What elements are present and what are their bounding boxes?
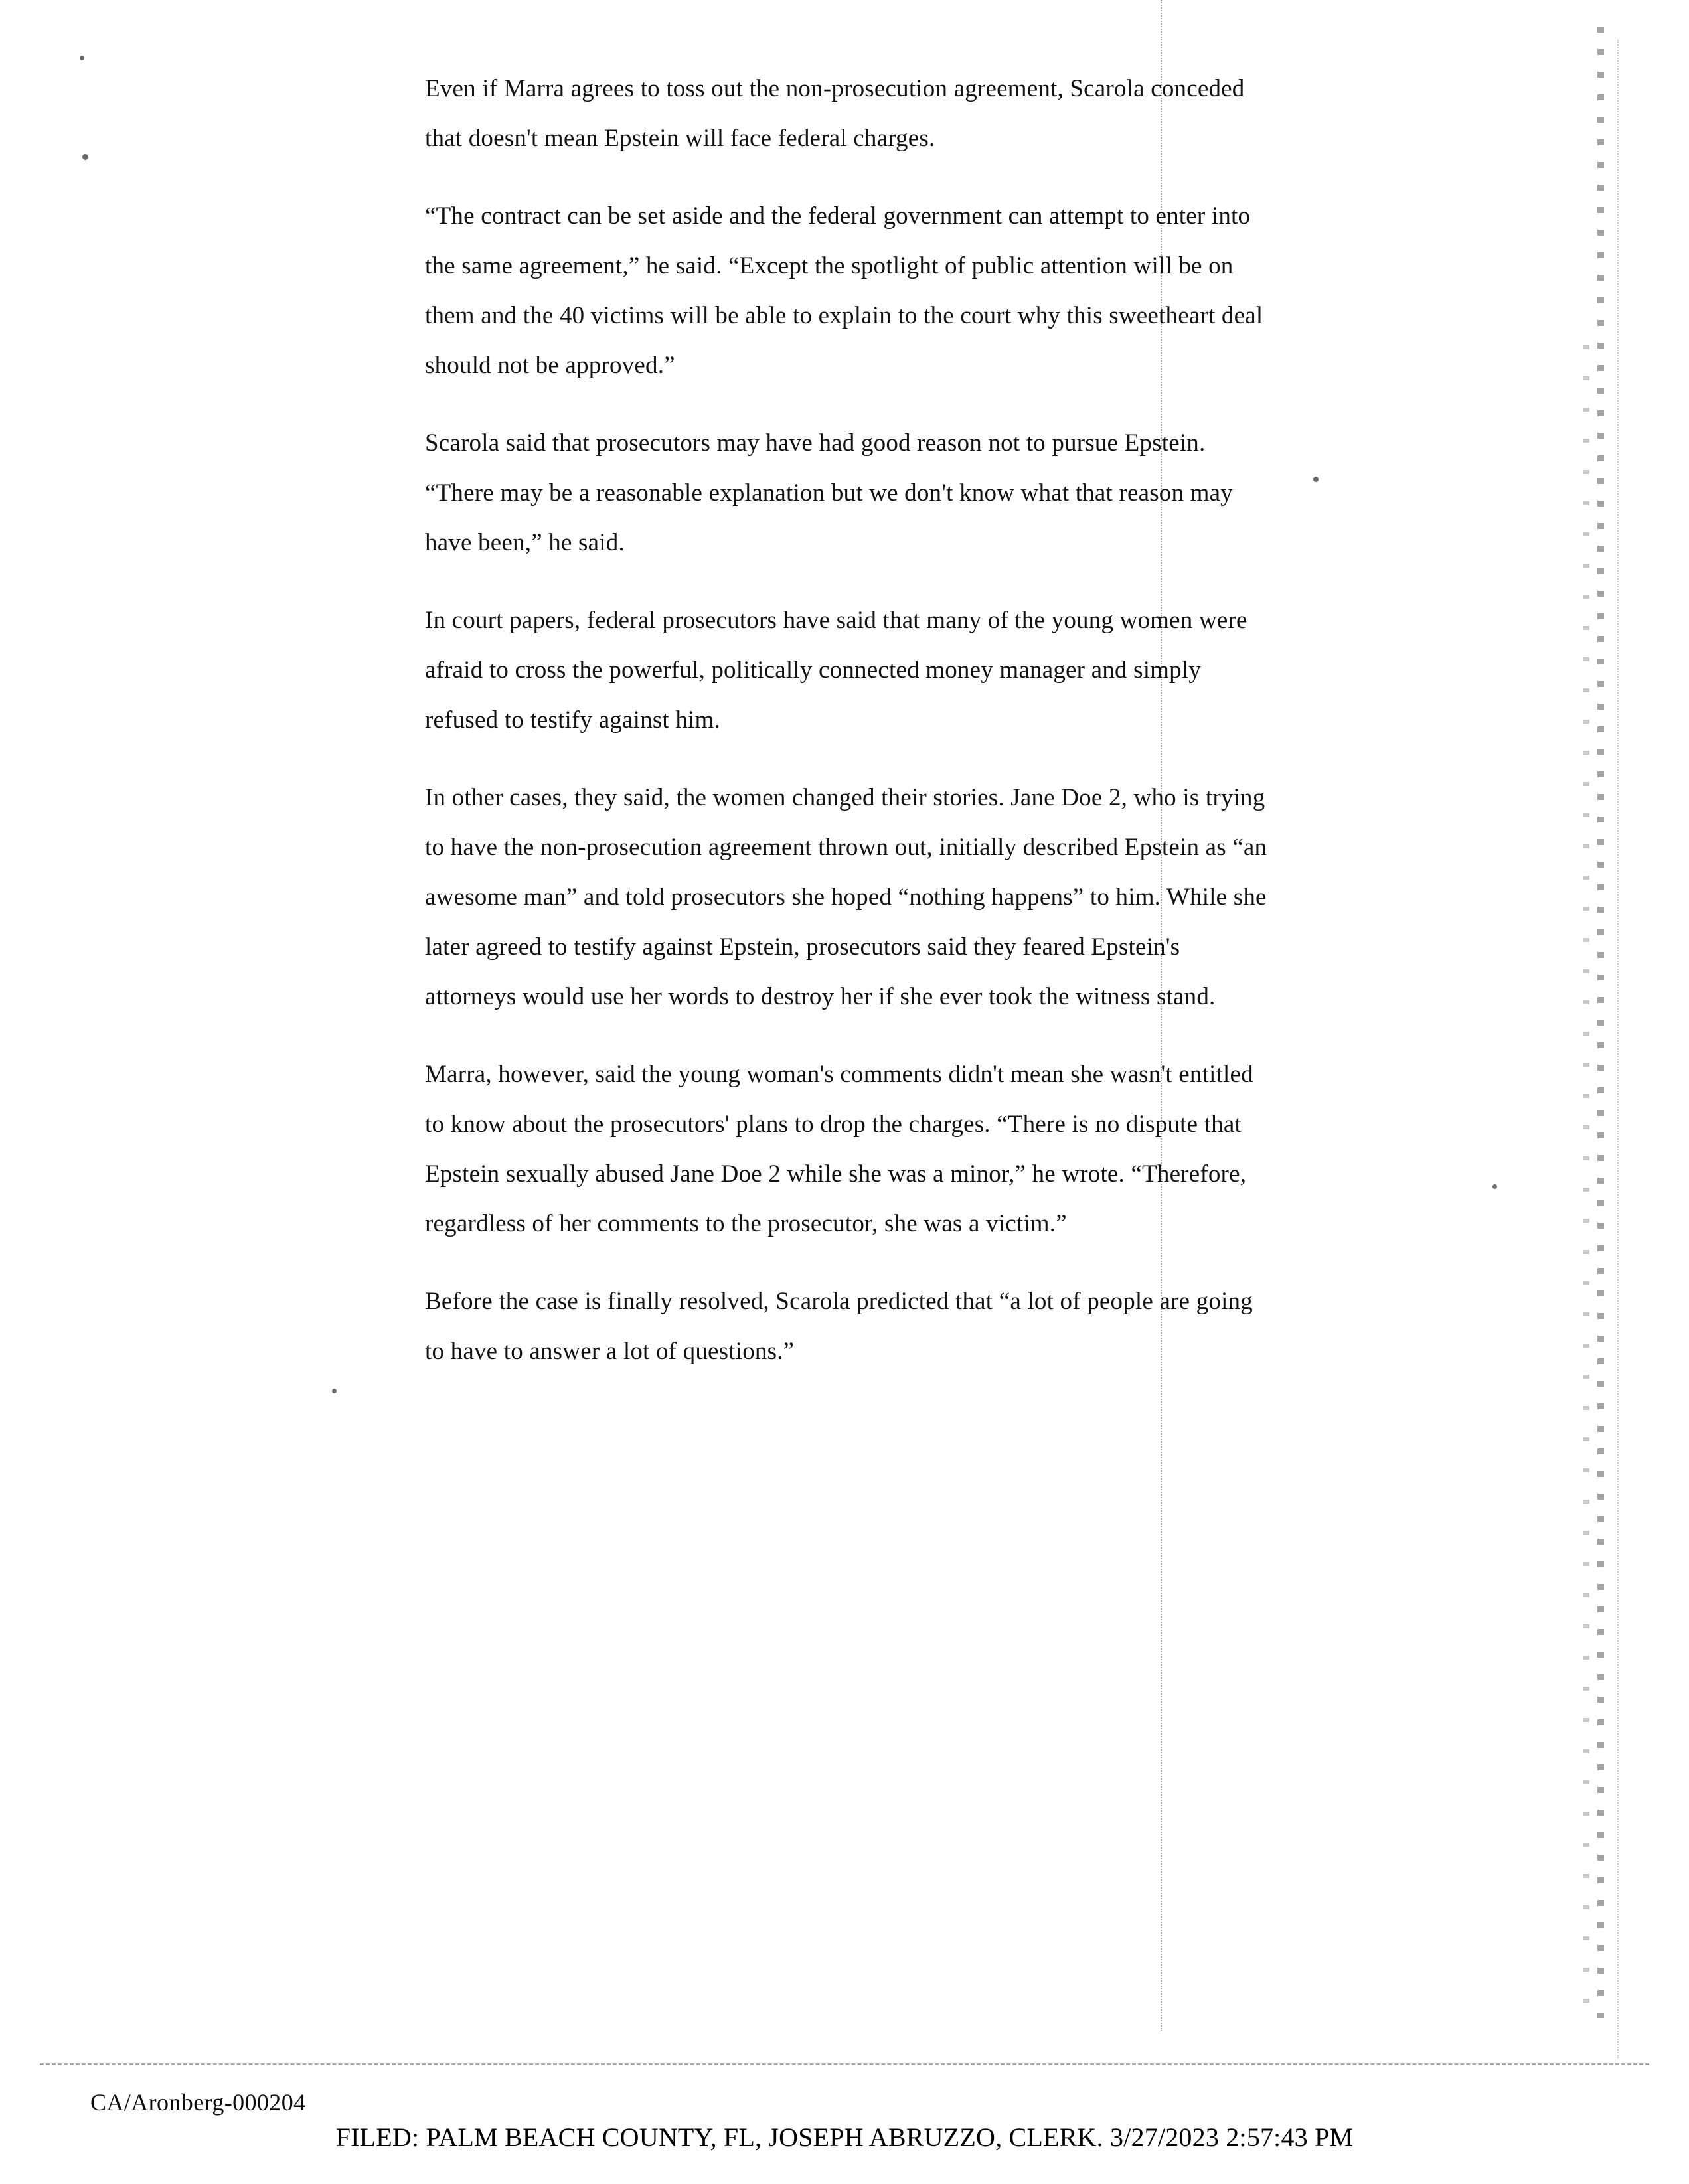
scan-speck	[80, 56, 84, 60]
scan-edge-noise	[1597, 27, 1604, 2018]
paragraph: “The contract can be set aside and the federal government can attempt to enter into the same agreement,” he said. “Except the spotlight of public attention will be on them and the 40 victims will be able to explain to the court why this sweetheart deal should not be approved.”	[425, 202, 1263, 379]
paragraph: Marra, however, said the young woman's comments didn't mean she wasn't entitled to know about the prosecutors' plans to drop the charges. “There is no dispute that Epstein sexually abused Jane Doe 2 while she was a minor,” he wrote. “Therefore, regardless of her comments to the prosecutor, she was a victim.”	[425, 1061, 1253, 1237]
scan-edge-noise-secondary	[1583, 345, 1589, 2005]
filed-stamp: FILED: PALM BEACH COUNTY, FL, JOSEPH ABRUZZO, CLERK. 3/27/2023 2:57:43 PM	[335, 2122, 1354, 2152]
scan-guide-line-secondary	[1617, 40, 1619, 2058]
scan-speck	[1313, 477, 1319, 482]
scan-speck	[332, 1389, 337, 1393]
paragraph: In other cases, they said, the women changed their stories. Jane Doe 2, who is trying to have the non-prosecution agreement thrown out, initially described Epstein as “an awesome man” and told prosecutors she hoped “nothing happens” to him. While she later agreed to testify against Epstein, prosecutors said they feared Epstein's attorneys would use her words to destroy her if she ever took the witness stand.	[425, 784, 1267, 1010]
bates-number: CA/Aronberg-000204	[90, 2089, 306, 2116]
paragraph: In court papers, federal prosecutors have said that many of the young women were afraid to cross the powerful, politically connected money manager and simply refused to testify against him.	[425, 607, 1247, 734]
paragraph: Before the case is finally resolved, Scarola predicted that “a lot of people are going to have to answer a lot of questions.”	[425, 1288, 1253, 1365]
scan-speck	[1492, 1184, 1497, 1189]
scan-bottom-rule	[40, 2063, 1649, 2065]
article-body	[425, 64, 1275, 1404]
paragraph: Scarola said that prosecutors may have had good reason not to pursue Epstein. “There may be a reasonable explanation but we don't know what that reason may have been,” he said.	[425, 429, 1233, 556]
scan-speck	[82, 154, 88, 160]
paragraph: Even if Marra agrees to toss out the non-prosecution agreement, Scarola conceded that doesn't mean Epstein will face federal charges.	[425, 75, 1245, 152]
